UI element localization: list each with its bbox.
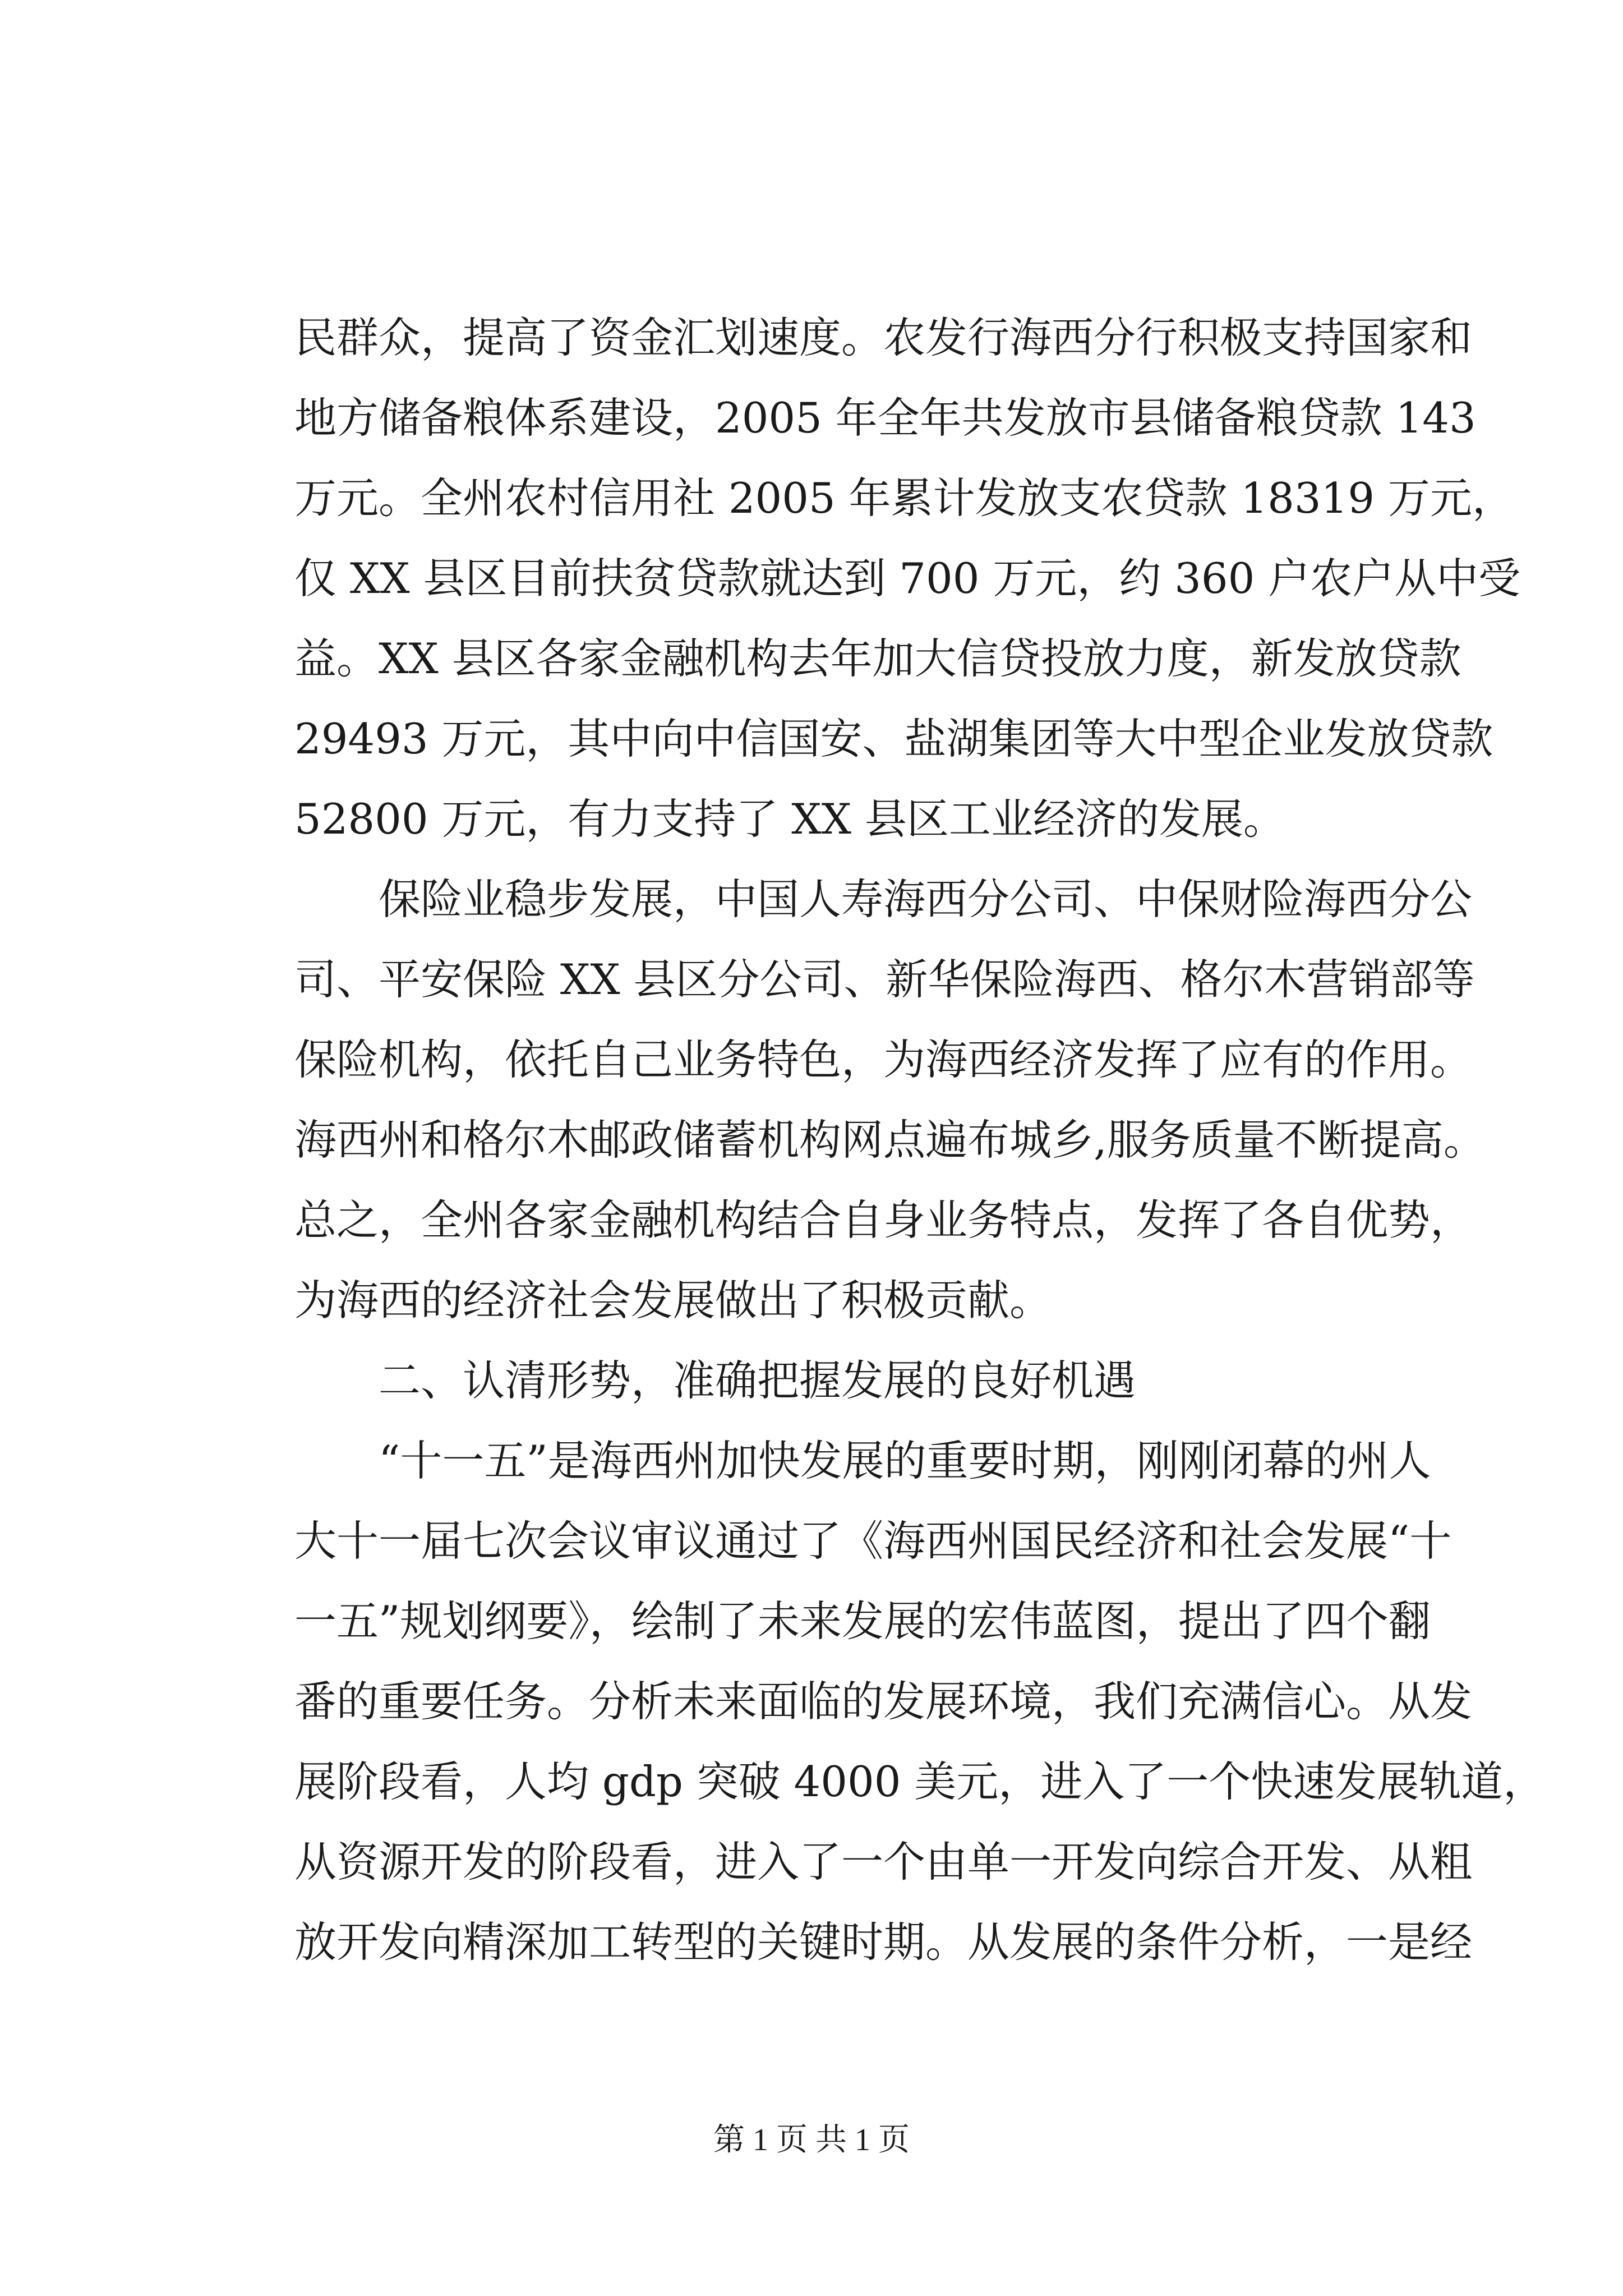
text-line: 万元。全州农村信用社 2005 年累计发放支农贷款 18319 万元， — [294, 473, 1514, 523]
text-line: 放开发向精深加工转型的关键时期。从发展的条件分析，一是经 — [294, 1917, 1473, 1967]
text-line: 为海西的经济社会发展做出了积极贡献。 — [294, 1276, 1052, 1325]
text-line: 海西州和格尔木邮政储蓄机构网点遍布城乡,服务质量不断提高。 — [294, 1115, 1486, 1165]
text-line: 从资源开发的阶段看，进入了一个由单一开发向综合开发、从粗 — [294, 1837, 1473, 1887]
section-heading: 二、认清形势，准确把握发展的良好机遇 — [294, 1356, 1136, 1405]
text-line: 总之，全州各家金融机构结合自身业务特点，发挥了各自优势， — [294, 1195, 1473, 1245]
text-line: 52800 万元，有力支持了 XX 县区工业经济的发展。 — [294, 794, 1285, 844]
text-line: 益。XX 县区各家金融机构去年加大信贷投放力度，新发放贷款 — [294, 634, 1461, 683]
text-line: 民群众，提高了资金汇划速度。农发行海西分行积极支持国家和 — [294, 313, 1473, 362]
text-line: 地方储备粮体系建设，2005 年全年共发放市县储备粮贷款 143 — [294, 393, 1476, 443]
text-line: 展阶段看，人均 gdp 突破 4000 美元，进入了一个快速发展轨道， — [294, 1757, 1546, 1806]
text-line: 仅 XX 县区目前扶贫贷款就达到 700 万元，约 360 户农户从中受 — [294, 554, 1521, 603]
text-line: 司、平安保险 XX 县区分公司、新华保险海西、格尔木营销部等 — [294, 955, 1475, 1004]
text-line: 29493 万元，其中向中信国安、盐湖集团等大中型企业发放贷款 — [294, 714, 1493, 763]
text-line: “十一五”是海西州加快发展的重要时期，刚刚闭幕的州人 — [294, 1436, 1431, 1485]
text-line: 一五”规划纲要》，绘制了未来发展的宏伟蓝图，提出了四个翻 — [294, 1596, 1431, 1646]
text-line: 番的重要任务。分析未来面临的发展环境，我们充满信心。从发 — [294, 1677, 1473, 1726]
page-footer: 第 1 页 共 1 页 — [713, 2123, 910, 2157]
text-line: 大十一届七次会议审议通过了《海西州国民经济和社会发展“十 — [294, 1516, 1452, 1566]
text-line: 保险业稳步发展，中国人寿海西分公司、中保财险海西分公 — [294, 875, 1473, 924]
text-line: 保险机构，依托自己业务特色，为海西经济发挥了应有的作用。 — [294, 1035, 1473, 1084]
